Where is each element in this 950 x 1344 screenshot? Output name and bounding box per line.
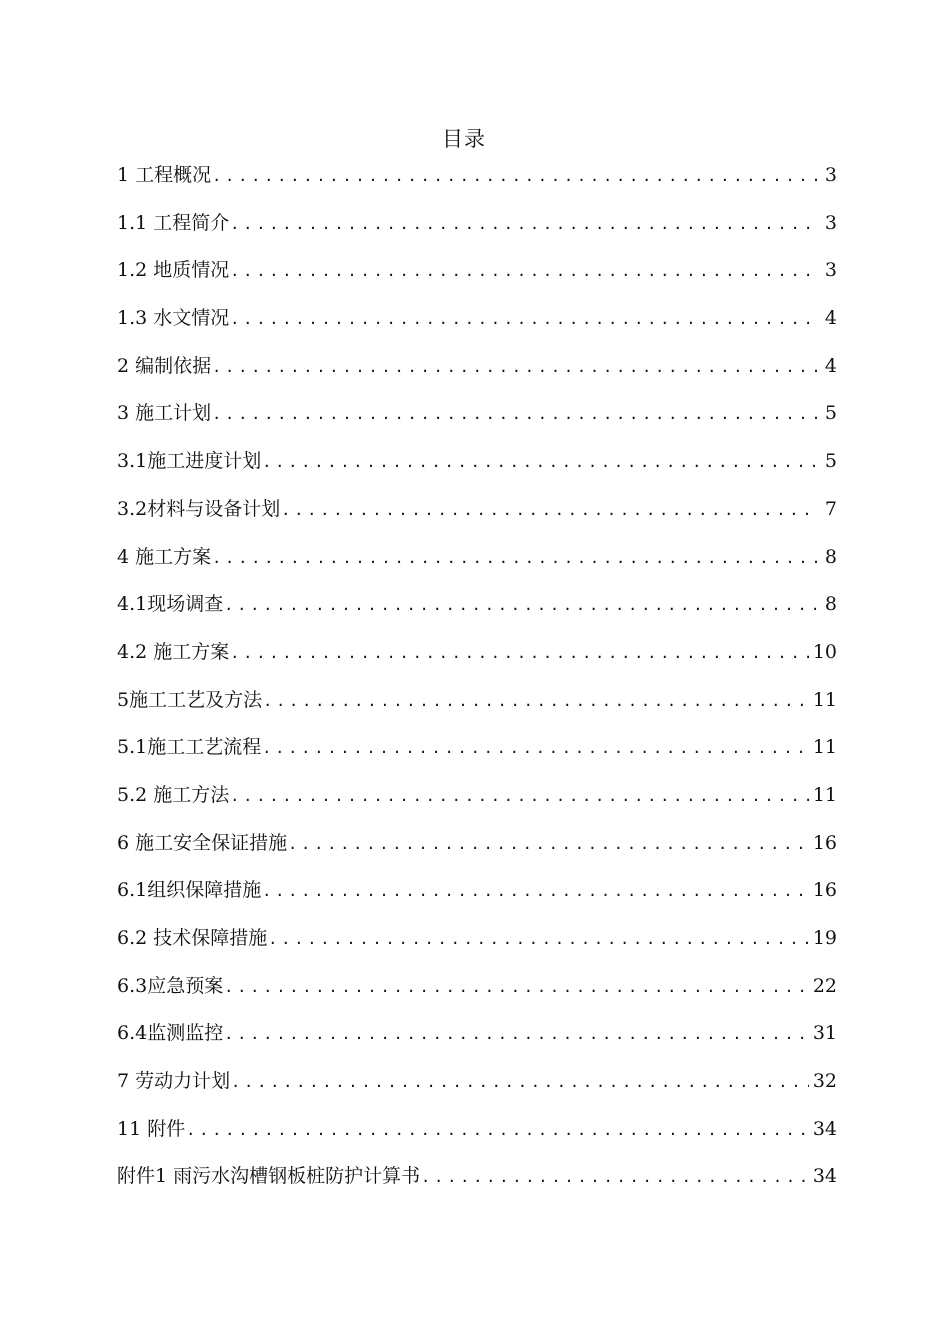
toc-entry-page: 4 — [824, 354, 837, 377]
toc-entry-label: 3.2材料与设备计划 — [117, 497, 281, 520]
toc-entry-label: 5施工工艺及方法 — [117, 688, 263, 711]
toc-entry[interactable] — [117, 492, 837, 540]
toc-entry-label: 附件1 雨污水沟槽钢板桩防护计算书 — [117, 1165, 421, 1188]
toc-entry-label: 1.2 地质情况 — [117, 259, 230, 282]
toc-dot-leader — [224, 588, 817, 622]
toc-entry-label: 6.4监测监控 — [117, 1022, 224, 1045]
toc-entry[interactable] — [117, 921, 837, 969]
toc-entry-page: 8 — [824, 593, 837, 616]
toc-entry[interactable] — [117, 396, 837, 444]
toc-dot-leader — [230, 207, 817, 241]
toc-entry-page: 5 — [824, 402, 837, 425]
toc-dot-leader — [212, 541, 817, 575]
toc-entry-label: 6.2 技术保障措施 — [117, 927, 268, 949]
toc-entry-label: 11 附件 — [117, 1117, 186, 1140]
toc-entry-page: 11 — [812, 688, 837, 711]
toc-entry[interactable] — [117, 206, 837, 254]
toc-entry-label: 7 劳动力计划 — [117, 1070, 231, 1093]
toc-dot-leader — [262, 445, 817, 479]
toc-dot-leader — [230, 636, 809, 670]
toc-dot-leader — [288, 827, 809, 861]
toc-dot-leader — [224, 970, 809, 1004]
toc-entry-label: 2 编制依据 — [117, 354, 212, 377]
toc-entry[interactable] — [117, 540, 837, 588]
toc-dot-leader — [212, 159, 817, 193]
toc-entry-label: 1.1 工程简介 — [117, 211, 230, 234]
toc-entry-label: 5.2 施工方法 — [117, 783, 230, 806]
toc-entry-page: 34 — [812, 1165, 837, 1188]
toc-entry[interactable] — [117, 873, 837, 921]
toc-entry-page: 11 — [812, 783, 837, 806]
toc-dot-leader — [212, 350, 817, 384]
toc-entry[interactable] — [117, 969, 837, 1017]
toc-dot-leader — [224, 1017, 809, 1051]
toc-entry[interactable] — [117, 683, 837, 731]
toc-entry-label: 4.2 施工方案 — [117, 640, 230, 663]
toc-dot-leader — [186, 1113, 809, 1147]
toc-entry[interactable] — [117, 778, 837, 826]
toc-entry[interactable] — [117, 1016, 837, 1064]
toc-entry-label: 1 工程概况 — [117, 164, 212, 186]
toc-entry[interactable] — [117, 301, 837, 349]
toc-entry-label: 3.1施工进度计划 — [117, 450, 262, 473]
toc-dot-leader — [212, 397, 817, 431]
toc-entry[interactable] — [117, 826, 837, 874]
toc-entry-page: 32 — [812, 1070, 837, 1093]
toc-entry-label: 6.3应急预案 — [117, 974, 224, 997]
toc-entry-page: 22 — [812, 974, 837, 997]
toc-dot-leader — [281, 493, 817, 527]
toc-dot-leader — [230, 779, 809, 813]
toc-entry-page: 3 — [824, 164, 837, 186]
toc-entry-label: 3 施工计划 — [117, 402, 212, 425]
toc-list — [117, 158, 837, 1207]
toc-entry-label: 1.3 水文情况 — [117, 307, 230, 330]
toc-entry-page: 16 — [812, 831, 837, 854]
toc-entry-page: 7 — [824, 497, 837, 520]
toc-entry-page: 4 — [824, 307, 837, 330]
toc-dot-leader — [262, 874, 809, 908]
toc-entry-label: 6 施工安全保证措施 — [117, 831, 288, 854]
toc-entry-page: 5 — [824, 450, 837, 473]
toc-entry[interactable] — [117, 730, 837, 778]
toc-entry-page: 34 — [812, 1117, 837, 1140]
toc-entry-page: 10 — [812, 640, 837, 663]
toc-title: 目录 — [442, 127, 486, 151]
toc-entry[interactable] — [117, 253, 837, 301]
toc-entry-page: 31 — [812, 1022, 837, 1045]
toc-dot-leader — [262, 731, 809, 765]
toc-entry[interactable] — [117, 1064, 837, 1112]
toc-entry[interactable] — [117, 158, 837, 206]
toc-entry-page: 11 — [812, 736, 837, 759]
toc-dot-leader — [421, 1160, 809, 1194]
toc-dot-leader — [230, 302, 817, 336]
toc-dot-leader — [230, 254, 817, 288]
toc-dot-leader — [231, 1065, 809, 1099]
toc-entry-label: 5.1施工工艺流程 — [117, 736, 262, 759]
toc-entry-label: 4 施工方案 — [117, 545, 212, 568]
toc-entry[interactable] — [117, 1159, 837, 1207]
toc-dot-leader — [268, 922, 809, 956]
toc-entry[interactable] — [117, 444, 837, 492]
toc-dot-leader — [263, 684, 809, 718]
toc-entry-page: 16 — [812, 879, 837, 902]
toc-entry-label: 4.1现场调查 — [117, 593, 224, 616]
toc-entry-page: 19 — [812, 927, 837, 949]
toc-entry-page: 8 — [824, 545, 837, 568]
toc-entry[interactable] — [117, 1112, 837, 1160]
toc-entry[interactable] — [117, 349, 837, 397]
toc-entry-page: 3 — [824, 211, 837, 234]
toc-entry[interactable] — [117, 587, 837, 635]
toc-entry[interactable] — [117, 635, 837, 683]
toc-entry-page: 3 — [824, 259, 837, 282]
toc-entry-label: 6.1组织保障措施 — [117, 879, 262, 902]
